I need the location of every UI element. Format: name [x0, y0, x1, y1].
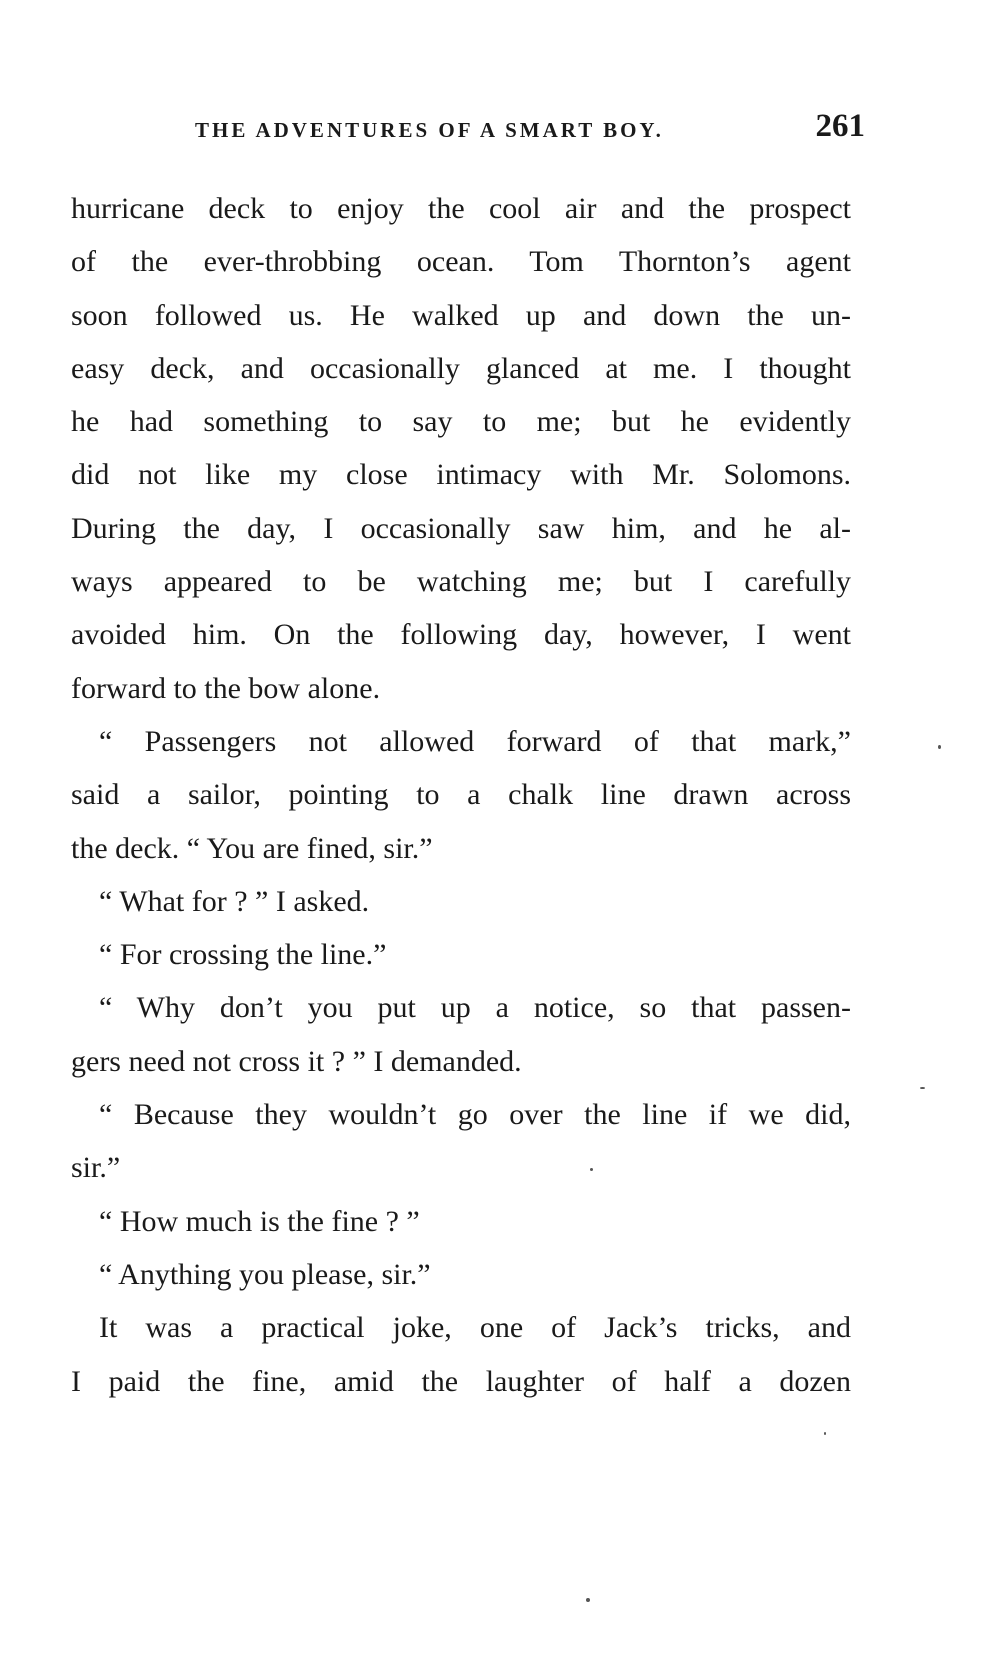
text-line: “ Why don’t you put up a notice, so that passen-: [99, 991, 851, 1025]
scan-speck: [590, 1168, 593, 1171]
running-head: [195, 108, 865, 148]
scan-speck: [920, 1087, 925, 1089]
text-line: forward to the bow alone.: [71, 671, 381, 705]
text-line: During the day, I occasionally saw him, and he al-: [71, 511, 851, 545]
text-line: hurricane deck to enjoy the cool air and the prospect: [71, 192, 851, 225]
text-line: soon followed us. He walked up and down the un-: [71, 298, 851, 332]
scan-speck: [824, 1432, 826, 1435]
text-line: the deck. “ You are fined, sir.”: [71, 831, 433, 865]
text-line: of the ever-throbbing ocean. Tom Thornton’s agent: [71, 245, 851, 279]
text-line: sir.”: [71, 1151, 121, 1185]
text-line: “ What for ? ” I asked.: [99, 884, 370, 918]
text-line: “ How much is the fine ? ”: [99, 1204, 420, 1238]
body-text: [71, 182, 851, 1408]
running-title: THE ADVENTURES OF A SMART BOY.: [195, 118, 664, 142]
text-line: “ Because they wouldn’t go over the line if we did,: [99, 1098, 851, 1132]
scan-speck: [938, 745, 941, 749]
text-line: did not like my close intimacy with Mr. Solomons.: [71, 458, 851, 492]
text-line: It was a practical joke, one of Jack’s tricks, and: [99, 1311, 851, 1345]
text-line: avoided him. On the following day, however, I went: [71, 618, 851, 652]
text-line: “ Passengers not allowed forward of that mark,”: [99, 724, 851, 758]
text-line: I paid the fine, amid the laughter of half a dozen: [71, 1364, 851, 1398]
text-line: he had something to say to me; but he evidently: [71, 405, 851, 439]
text-line: gers need not cross it ? ” I demanded.: [71, 1044, 522, 1078]
scan-speck: [586, 1598, 590, 1602]
text-line: easy deck, and occasionally glanced at me. I thought: [71, 351, 851, 385]
text-line: “ For crossing the line.”: [99, 938, 387, 972]
text-line: “ Anything you please, sir.”: [99, 1257, 431, 1291]
text-line: said a sailor, pointing to a chalk line drawn across: [71, 778, 851, 812]
text-line: ways appeared to be watching me; but I carefully: [71, 565, 851, 599]
page-number: 261: [815, 108, 865, 144]
